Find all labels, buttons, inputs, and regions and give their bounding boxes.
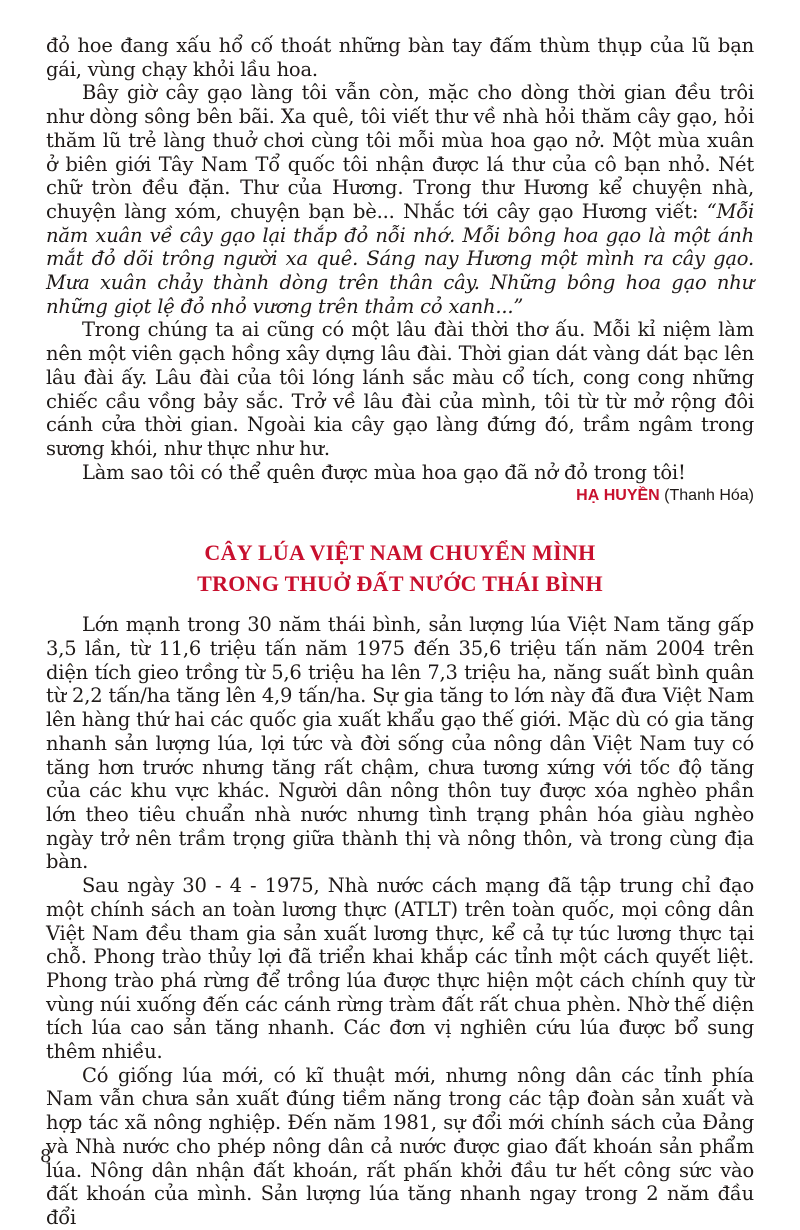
essay-paragraph-3: Trong chúng ta ai cũng có một lâu đài thời thơ ấu. Mỗi kỉ niệm làm nên một viên gạch hồng xây dựng lâu đài. Thời gian dát vàng dát bạc lên lâu đài ấy. Lâu đài của tôi lóng lánh sắc màu cổ tích, cong cong những chiếc cầu vồng bảy sắc. Trở về lâu đài của mình, tôi từ từ mở rộng đôi cánh cửa thời gian. Ngoài kia cây gạo làng đứng đó, trầm ngâm trong sương khói, như thực như hư. (46, 318, 754, 460)
article-paragraph-2: Sau ngày 30 - 4 - 1975, Nhà nước cách mạng đã tập trung chỉ đạo một chính sách an toàn lương thực (ATLT) trên toàn quốc, mọi công dân Việt Nam đều tham gia sản xuất lương thực, kể cả tự túc lương thực tại chỗ. Phong trào thủy lợi đã triển khai khắp các tỉnh một cách quyết liệt. Phong trào phá rừng để trồng lúa được thực hiện một cách chính quy từ vùng núi xuống đến các cánh rừng tràm đất rất chua phèn. Nhờ thế diện tích lúa cao sản tăng nhanh. Các đơn vị nghiên cứu lúa được bổ sung thêm nhiều. (46, 874, 754, 1064)
essay-paragraph-1: đỏ hoe đang xấu hổ cố thoát những bàn tay đấm thùm thụp của lũ bạn gái, vùng chạy khỏi lầu hoa. (46, 34, 754, 81)
author-place: (Thanh Hóa) (659, 487, 754, 505)
article-paragraph-1: Lớn mạnh trong 30 năm thái bình, sản lượng lúa Việt Nam tăng gấp 3,5 lần, từ 11,6 triệu tấn năm 1975 đến 35,6 triệu tấn năm 2004 trên diện tích gieo trồng từ 5,6 triệu ha lên 7,3 triệu ha, năng suất bình quân từ 2,2 tấn/ha tăng lên 4,9 tấn/ha. Sự gia tăng to lớn này đã đưa Việt Nam lên hàng thứ hai các quốc gia xuất khẩu gạo thế giới. Mặc dù có gia tăng nhanh sản lượng lúa, lợi tức và đời sống của nông dân Việt Nam tuy có tăng hơn trước nhưng tăng rất chậm, chưa tương xứng với tốc độ tăng của các khu vực khác. Người dân nông thôn tuy được xóa nghèo phần lớn theo tiêu chuẩn nhà nước nhưng tình trạng phân hóa giàu nghèo ngày trở nên trầm trọng giữa thành thị và nông thôn, và trong cùng địa bàn. (46, 613, 754, 874)
essay-paragraph-2-text: Bây giờ cây gạo làng tôi vẫn còn, mặc cho dòng thời gian đều trôi như dòng sông bên bãi. Xa quê, tôi viết thư về nhà hỏi thăm cây gạo, hỏi thăm lũ trẻ làng thuở chơi cùng tôi mỗi mùa hoa gạo nở. Một mùa xuân ở biên giới Tây Nam Tổ quốc tôi nhận được lá thư của cô bạn nhỏ. Nét chữ tròn đều đặn. Thư của Hương. Trong thư Hương kể chuyện nhà, chuyện làng xóm, chuyện bạn bè... Nhắc tới cây gạo Hương viết: (46, 81, 754, 223)
page-number: 8 (40, 1146, 52, 1167)
article-title (46, 537, 754, 599)
essay-paragraph-2 (46, 81, 754, 318)
essay-paragraph-4: Làm sao tôi có thể quên được mùa hoa gạo đã nở đỏ trong tôi! (82, 460, 686, 484)
article-title-line-2: TRONG THUỞ ĐẤT NƯỚC THÁI BÌNH (197, 571, 603, 597)
letter-quote: “Mỗi năm xuân về cây gạo lại thắp đỏ nỗi nhớ. Mỗi bông hoa gạo là một ánh mắt đỏ dõi trông người xa quê. Sáng nay Hương một mình ra cây gạo. Mưa xuân chảy thành dòng trên thân cây. Những bông hoa gạo như những giọt lệ đỏ nhỏ vương trên thảm cỏ xanh...” (46, 199, 754, 318)
author-name: HẠ HUYỀN (576, 487, 660, 505)
article-title-line-1: CÂY LÚA VIỆT NAM CHUYỂN MÌNH (204, 540, 596, 566)
author-signature (46, 487, 754, 505)
article-paragraph-3: Có giống lúa mới, có kĩ thuật mới, nhưng nông dân các tỉnh phía Nam vẫn chưa sản xuất đúng tiềm năng trong các tập đoàn sản xuất và hợp tác xã nông nghiệp. Đến năm 1981, sự đổi mới chính sách của Đảng và Nhà nước cho phép nông dân cả nước được giao đất khoán sản phẩm lúa. Nông dân nhận đất khoán, rất phấn khởi đầu tư hết công sức vào đất khoán của mình. Sản lượng lúa tăng nhanh ngay trong 2 năm đầu đổi (46, 1063, 754, 1229)
